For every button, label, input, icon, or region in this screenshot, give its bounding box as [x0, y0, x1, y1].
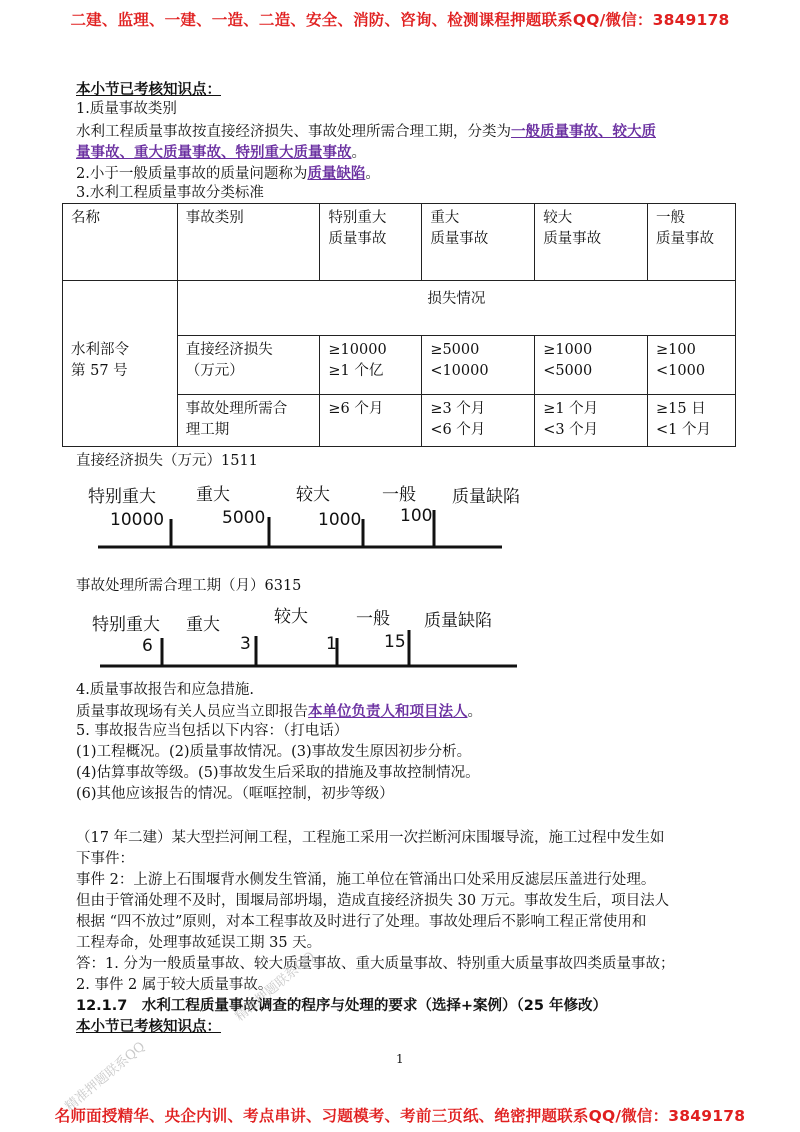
p3-heading: 3.水利工程质量事故分类标准: [76, 185, 264, 201]
row2-c2: ≥3 个月 <6 个月: [422, 395, 535, 447]
p2-text: 2.小于一般质量事故的质量问题称为: [76, 166, 308, 182]
d1-label-general: 一般: [382, 485, 416, 505]
th-general: 一般 质量事故: [648, 204, 736, 281]
p4-line1: [76, 702, 482, 722]
d2-label-extra-major: 特别重大: [92, 615, 160, 635]
p1-line2-highlight: 量事故、重大质量事故、特别重大质量事故: [76, 144, 352, 161]
d1-label-larger: 较大: [296, 485, 330, 505]
case-line-1: （17 年二建）某大型拦河闸工程，工程施工采用一次拦断河床围堰导流，施工过程中发生如: [76, 830, 665, 846]
d2-value-15: 15: [384, 632, 406, 652]
p2-highlight: 质量缺陷: [307, 165, 366, 182]
p4-line1-highlight: 本单位负责人和项目法人: [308, 703, 468, 720]
p4-line1-end: 。: [467, 704, 482, 720]
case-line-5: 根据 “四不放过”原则，对本工程事故及时进行了处理。事故处理后不影响工程正常使用和: [76, 914, 647, 930]
p1-line1-highlight: 一般质量事故、较大质: [511, 123, 656, 140]
loss-header: 损失情况: [177, 281, 735, 336]
p5-line3: (6)其他应该报告的情况。（哐哐控制，初步等级）: [76, 786, 394, 802]
diagram1-caption: 直接经济损失（万元）1511: [76, 453, 258, 469]
p1-line1: [76, 122, 656, 142]
footer-banner: 名师面授精华、央企内训、考点串讲、习题模考、考前三页纸、绝密押题联系QQ/微信：3849178: [54, 1107, 746, 1125]
case-line-4: 但由于管涌处理不及时，围堰局部坍塌，造成直接经济损失 30 万元。事故发生后，项目法人: [76, 893, 670, 909]
row1-c4: ≥100 <1000: [648, 336, 736, 395]
p2-end: 。: [365, 166, 380, 182]
table-header-row: [63, 204, 736, 281]
section-label: 本小节已考核知识点：: [76, 82, 221, 98]
th-name: 名称: [63, 204, 178, 281]
p2-line: [76, 164, 380, 184]
row1-c1: ≥10000 ≥1 个亿: [320, 336, 422, 395]
d2-label-larger: 较大: [274, 607, 308, 627]
classification-table: [62, 203, 736, 447]
th-larger: 较大 质量事故: [535, 204, 648, 281]
row1-label: 直接经济损失 （万元）: [177, 336, 320, 395]
p1-line1-text: 水利工程质量事故按直接经济损失、事故处理所需合理工期，分类为: [76, 124, 511, 140]
case-answer-2: 2. 事件 2 属于较大质量事故。: [76, 977, 273, 993]
d1-value-5000: 5000: [222, 508, 266, 528]
row1-c2: ≥5000 <10000: [422, 336, 535, 395]
row2-label: 事故处理所需合 理工期: [177, 395, 320, 447]
row2-c3: ≥1 个月 <3 个月: [535, 395, 648, 447]
case-answer-1: 答：1. 分为一般质量事故、较大质量事故、重大质量事故、特别重大质量事故四类质量事故；: [76, 956, 675, 972]
d1-value-1000: 1000: [318, 510, 362, 530]
d2-value-3: 3: [240, 634, 251, 654]
p5-line1: (1)工程概况。(2)质量事故情况。(3)事故发生原因初步分析。: [76, 744, 472, 760]
section2-label: 本小节已考核知识点：: [76, 1019, 221, 1035]
th-major: 重大 质量事故: [422, 204, 535, 281]
d1-label-major: 重大: [196, 485, 230, 505]
d1-value-100: 100: [400, 506, 433, 526]
p4-line1-text: 质量事故现场有关人员应当立即报告: [76, 704, 308, 720]
d1-label-defect: 质量缺陷: [452, 487, 520, 507]
p5-heading: 5. 事故报告应当包括以下内容：（打电话）: [76, 723, 349, 739]
row2-c4: ≥15 日 <1 个月: [648, 395, 736, 447]
d2-label-general: 一般: [356, 609, 390, 629]
p4-heading: 4.质量事故报告和应急措施.: [76, 682, 254, 698]
case-line-3: 事件 2：上游上石围堰背水侧发生管涌，施工单位在管涌出口处采用反滤层压盖进行处理。: [76, 872, 656, 888]
case-line-6: 工程寿命，处理事故延误工期 35 天。: [76, 935, 322, 951]
diagram2: [0, 596, 800, 676]
watermark-1: 精准押题联系QQ: [62, 1039, 149, 1115]
d2-value-1: 1: [326, 634, 337, 654]
page-number: 1: [396, 1052, 404, 1066]
diagram2-caption: 事故处理所需合理工期（月）6315: [76, 578, 302, 594]
d2-label-defect: 质量缺陷: [424, 611, 492, 631]
p5-line2: (4)估算事故等级。(5)事故发生后采取的措施及事故控制情况。: [76, 765, 480, 781]
watermark-2: 精准押题联系QQ: [232, 949, 319, 1025]
p1-line2-end: 。: [351, 145, 366, 161]
diagram2-axis: [0, 596, 800, 676]
table-row-loss: [63, 336, 736, 395]
d2-value-6: 6: [142, 636, 153, 656]
header-banner: 二建、监理、一建、一造、二造、安全、消防、咨询、检测课程押题联系QQ/微信：3849178: [70, 11, 730, 29]
d1-label-extra-major: 特别重大: [88, 487, 156, 507]
th-type: 事故类别: [177, 204, 320, 281]
d1-value-10000: 10000: [110, 510, 165, 530]
d2-label-major: 重大: [186, 615, 220, 635]
diagram1-axis: [0, 470, 800, 560]
table-loss-row: [63, 281, 736, 336]
org-cell: 水利部令 第 57 号: [63, 336, 178, 447]
case-line-2: 下事件：: [76, 851, 134, 867]
row1-c3: ≥1000 <5000: [535, 336, 648, 395]
row2-c1: ≥6 个月: [320, 395, 422, 447]
p1-line2: [76, 143, 366, 163]
p1-heading: 1.质量事故类别: [76, 101, 177, 117]
th-extra-major: 特别重大 质量事故: [320, 204, 422, 281]
section2-title: 12.1.7 水利工程质量事故调查的程序与处理的要求（选择+案例）（25 年修改）: [76, 998, 607, 1014]
diagram1: [0, 470, 800, 560]
